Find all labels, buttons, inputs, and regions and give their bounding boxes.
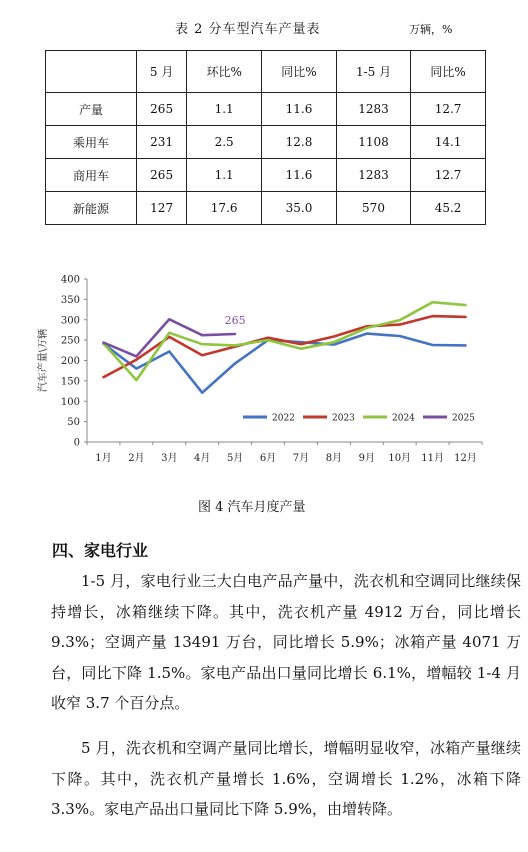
table-cell: 12.8: [262, 126, 337, 159]
table-header-cell: 同比%: [411, 51, 486, 93]
series-line-2022: [104, 334, 466, 393]
table-cell: 127: [137, 192, 187, 225]
table-cell: 乘用车: [46, 126, 137, 159]
x-tick-label: 2月: [128, 453, 145, 464]
y-tick-label: 200: [60, 356, 80, 367]
x-tick-label: 10月: [388, 453, 412, 464]
table-cell: 45.2: [411, 192, 486, 225]
section-heading: 四、家电行业: [52, 541, 149, 560]
table-cell: 11.6: [262, 93, 337, 126]
table-unit: 万辆，%: [409, 23, 453, 36]
y-tick-label: 250: [60, 335, 80, 347]
production-table: [45, 50, 486, 225]
table-cell: 1283: [336, 159, 410, 192]
body-paragraph: 1-5 月，家电行业三大白电产品产量中，洗衣机和空调同比继续保持增长，冰箱继续下降。其中，洗衣机产量 4912 万台，同比增长 9.3%；空调产量 13491 万台，同比增长 5.9%；冰箱产量 4071 万台，同比下降 1.5%。家电产品出口量同比增长 6.1%，增幅较 1-4 月收窄 3.7 个百分点。: [51, 572, 521, 712]
table-cell: 265: [137, 93, 187, 126]
table-header-cell: 环比%: [187, 51, 262, 93]
table-cell: 1283: [336, 93, 410, 126]
data-label: 265: [224, 314, 246, 328]
table-cell: 570: [336, 192, 410, 225]
table-cell: 14.1: [411, 126, 486, 159]
table-cell: 1.1: [187, 93, 262, 126]
y-tick-label: 50: [67, 417, 80, 429]
legend-label-2022: 2022: [272, 413, 295, 424]
x-tick-label: 9月: [358, 453, 375, 464]
table-cell: 1.1: [187, 159, 262, 192]
y-tick-label: 350: [60, 294, 80, 306]
y-tick-label: 150: [60, 376, 80, 388]
figure-caption: 图 4 汽车月度产量: [198, 500, 306, 515]
table-cell: 265: [137, 159, 187, 192]
table-row: [46, 192, 486, 225]
series-line-2023: [104, 316, 466, 377]
table-cell: 12.7: [411, 159, 486, 192]
x-tick-label: 7月: [292, 453, 310, 464]
table-cell: 11.6: [262, 159, 337, 192]
y-tick-label: 100: [60, 396, 80, 408]
table-header-cell: 同比%: [262, 51, 337, 93]
x-tick-label: 1月: [95, 453, 112, 464]
x-tick-label: 8月: [325, 453, 343, 464]
table-header-cell: [46, 51, 137, 93]
table-cell: 新能源: [46, 192, 137, 225]
table-header-row: [46, 51, 486, 93]
x-tick-label: 12月: [454, 453, 477, 464]
table-header-cell: 1-5 月: [336, 51, 410, 93]
table-row: [46, 126, 486, 159]
table-row: [46, 159, 486, 192]
table-cell: 产量: [46, 93, 137, 126]
x-tick-label: 4月: [194, 453, 211, 464]
legend-label-2024: 2024: [392, 413, 415, 424]
body-paragraph: 5 月，洗衣机和空调产量同比增长，增幅明显收窄，冰箱产量继续下降。其中，洗衣机产量增长 1.6%，空调增长 1.2%，冰箱下降 3.3%。家电产品出口量同比下降 5.9%，由增转降。: [51, 739, 521, 818]
y-tick-label: 0: [73, 437, 80, 449]
table-cell: 35.0: [262, 192, 337, 225]
table-cell: 12.7: [411, 93, 486, 126]
legend-label-2023: 2023: [332, 413, 355, 424]
x-tick-label: 6月: [259, 453, 277, 464]
legend-label-2025: 2025: [452, 413, 475, 424]
y-tick-label: 400: [60, 274, 80, 286]
y-tick-label: 300: [60, 315, 80, 327]
table-row: [46, 93, 486, 126]
table-cell: 17.6: [187, 192, 262, 225]
table-cell: 231: [137, 126, 187, 159]
x-tick-label: 5月: [226, 453, 244, 464]
y-axis-label: 汽车产量\万辆: [38, 328, 49, 393]
x-tick-label: 11月: [421, 453, 444, 464]
table-header-cell: 5 月: [137, 51, 187, 93]
table-title: 表 2 分车型汽车产量表: [175, 22, 321, 37]
table-cell: 1108: [336, 126, 410, 159]
x-tick-label: 3月: [161, 453, 178, 464]
table-cell: 商用车: [46, 159, 137, 192]
table-cell: 2.5: [187, 126, 262, 159]
monthly-production-chart: [30, 262, 490, 472]
